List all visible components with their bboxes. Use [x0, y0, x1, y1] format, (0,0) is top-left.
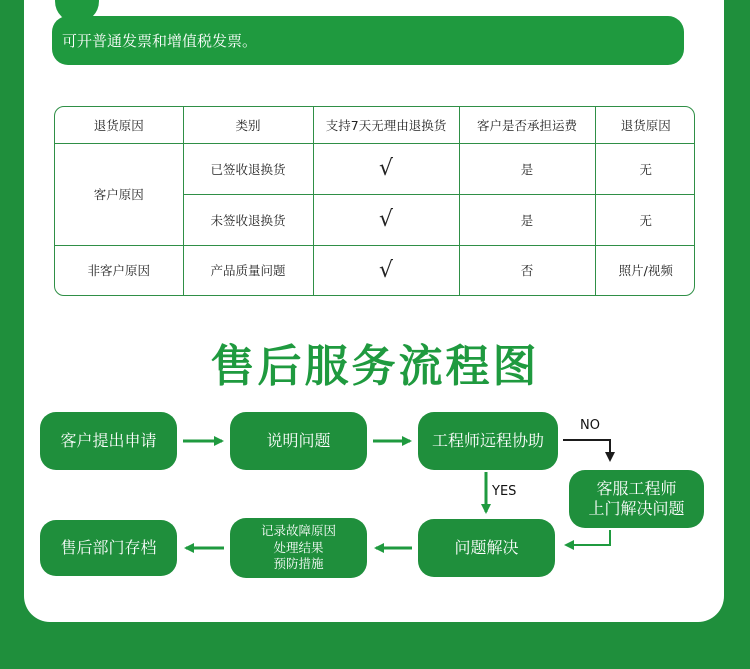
flow-node-label: 处理结果 [273, 539, 324, 555]
table-cell-freight: 否 [459, 245, 595, 295]
flow-node-label: 说明问题 [266, 431, 331, 450]
table-cell-freight: 是 [459, 143, 595, 194]
table-cell-category: 已签收退换货 [183, 143, 313, 194]
table-header-cell: 支持7天无理由退换货 [313, 107, 459, 143]
table-cell-reason: 非客户原因 [55, 245, 183, 295]
table-row [55, 245, 695, 295]
table-cell-category: 未签收退换货 [183, 194, 313, 245]
check-icon: √ [313, 194, 459, 245]
flow-node-label: 工程师远程协助 [431, 431, 544, 450]
table-cell-category: 产品质量问题 [183, 245, 313, 295]
flow-node-label: 售后部门存档 [60, 538, 157, 557]
flow-node-onsite [569, 470, 704, 528]
flow-node-apply [40, 412, 177, 470]
table-header-cell: 退货原因 [595, 107, 695, 143]
flow-node-label: 客服工程师 [596, 479, 677, 498]
table-cell-freight: 是 [459, 194, 595, 245]
no-label: NO [580, 418, 600, 433]
check-icon: √ [313, 143, 459, 194]
table-cell-note: 无 [595, 194, 695, 245]
flow-title: 售后服务流程图 [210, 341, 540, 392]
flow-node-solve [418, 519, 555, 577]
flow-node-remote [418, 412, 558, 470]
table-header-cell: 客户是否承担运费 [459, 107, 595, 143]
table-header-cell: 退货原因 [55, 107, 183, 143]
flow-node-label: 预防措施 [273, 556, 324, 572]
flow-node-label: 记录故障原因 [260, 522, 336, 538]
flow-node-label: 客户提出申请 [60, 431, 157, 450]
flow-node-record [230, 518, 367, 578]
check-icon: √ [313, 245, 459, 295]
flow-node-label: 上门解决问题 [588, 499, 685, 518]
return-policy-table [54, 106, 695, 296]
yes-label: YES [492, 484, 517, 499]
table-cell-note: 无 [595, 143, 695, 194]
table-cell-reason: 客户原因 [55, 143, 183, 245]
flow-node-explain [230, 412, 367, 470]
flow-node-archive [40, 520, 177, 576]
table-cell-note: 照片/视频 [595, 245, 695, 295]
flow-node-label: 问题解决 [454, 538, 519, 557]
table-row [55, 143, 695, 194]
table-header-cell: 类别 [183, 107, 313, 143]
invoice-notice-text: 可开普通发票和增值税发票。 [62, 32, 258, 50]
table-header-row [55, 107, 695, 143]
invoice-notice [52, 16, 684, 65]
